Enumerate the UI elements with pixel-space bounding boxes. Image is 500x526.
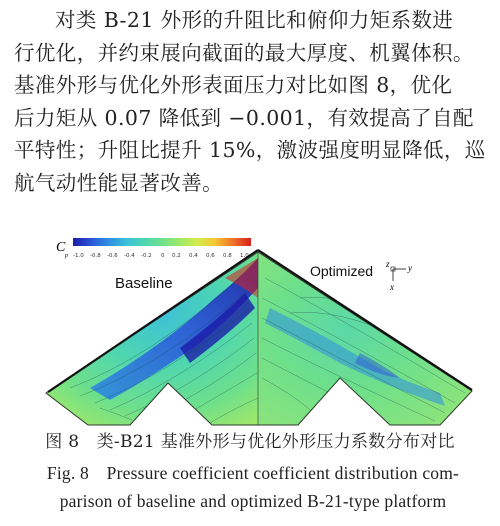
colorbar-tick: 0.2 <box>172 253 181 259</box>
axis-z-label: z <box>386 259 390 269</box>
para-line-1: 对类 B-21 外形的升阻比和俯仰力矩系数进 <box>55 8 454 32</box>
pressure-figure <box>40 238 480 426</box>
colorbar-tick: -0.6 <box>107 253 118 259</box>
axis-x-label: x <box>390 282 394 292</box>
colorbar-ticks <box>73 253 249 259</box>
colorbar-symbol: C <box>56 240 66 255</box>
colorbar <box>73 238 251 246</box>
colorbar-tick: -1.0 <box>73 253 84 259</box>
figure-caption-en <box>18 459 488 515</box>
colorbar-tick: 0.6 <box>206 253 215 259</box>
axis-y-label: y <box>408 263 412 273</box>
colorbar-tick: -0.8 <box>90 253 101 259</box>
para-line-2: 行优化，并约束展向截面的最大厚度、机翼体积。 <box>14 40 474 65</box>
colorbar-tick: 0.8 <box>223 253 232 259</box>
para-line-6: 航气动性能显著改善。 <box>14 170 223 195</box>
colorbar-tick: -0.2 <box>141 253 152 259</box>
colorbar-tick: 0.4 <box>189 253 198 259</box>
colorbar-tick: -0.4 <box>124 253 135 259</box>
para-line-5: 平特性；升阻比提升 15%，激波强度明显降低，巡 <box>14 138 486 162</box>
body-paragraph <box>14 4 488 199</box>
optimized-label: Optimized <box>310 263 374 279</box>
colorbar-tick: 1.0 <box>240 253 249 259</box>
baseline-label: Baseline <box>115 275 173 292</box>
caption-en-line-2: parison of baseline and optimized B-21-type platform <box>59 491 447 511</box>
pressure-figure-svg <box>40 238 480 428</box>
colorbar-subscript: p <box>65 253 68 259</box>
caption-en-line-1: Fig. 8 Pressure coefficient coefficient distribution com- <box>46 463 460 483</box>
para-line-3: 基准外形与优化外形表面压力对比如图 8，优化 <box>14 73 453 97</box>
axes-triad <box>385 259 412 292</box>
figure-caption-zh: 图 8 类-B21 基准外形与优化外形压力系数分布对比 <box>45 432 455 452</box>
colorbar-tick: 0 <box>161 253 165 259</box>
para-line-4: 后力矩从 0.07 降低到 −0.001，有效提高了自配 <box>14 105 474 130</box>
